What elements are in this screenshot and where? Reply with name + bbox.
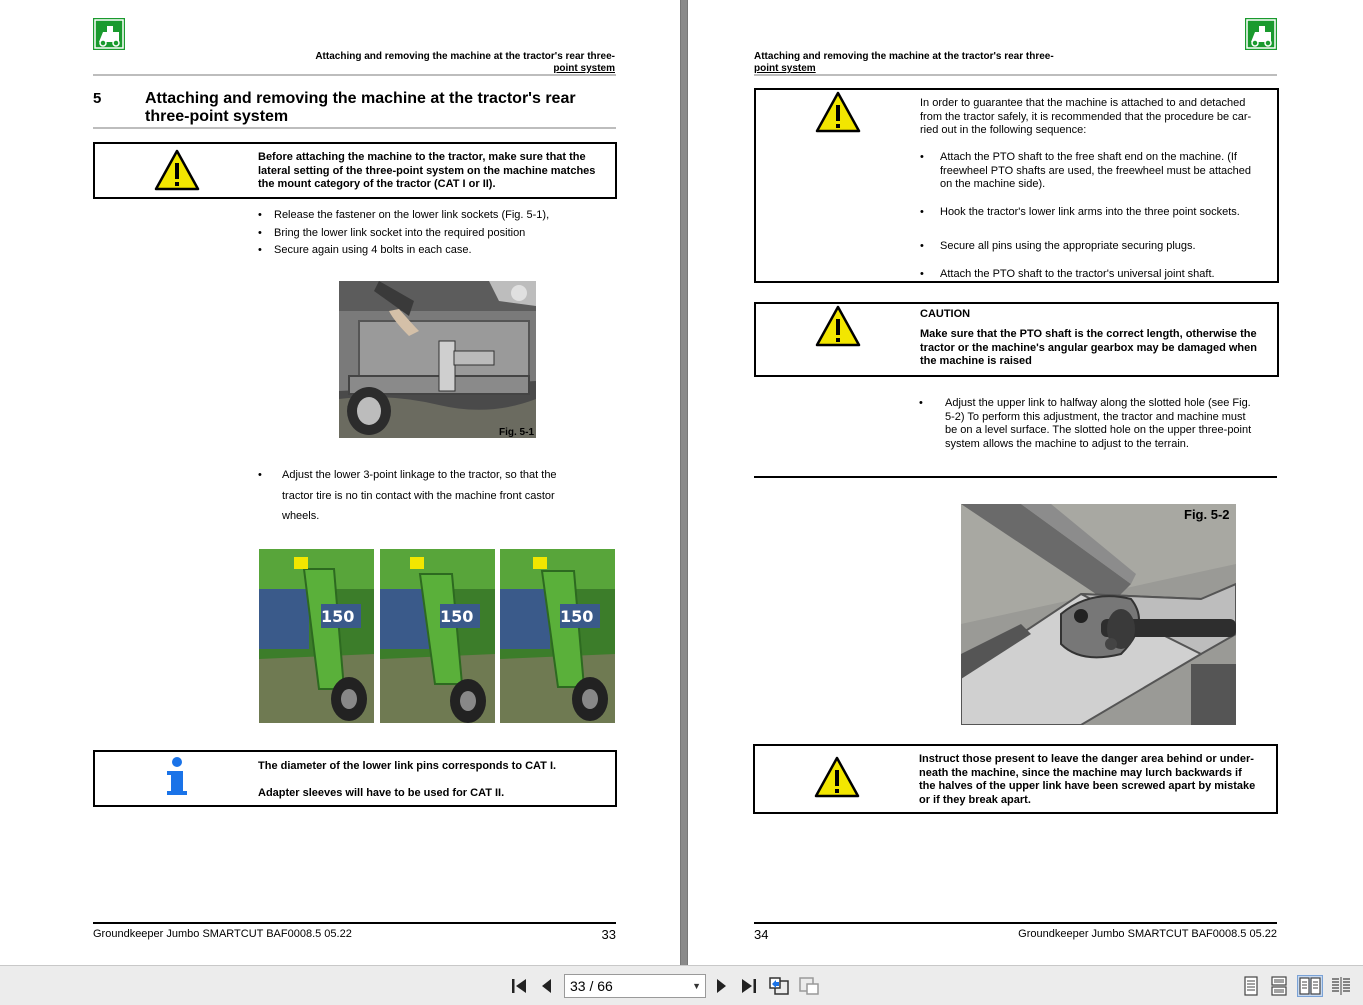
list-item: • Attach the PTO shaft to the tractor's universal joint shaft.	[920, 268, 1275, 282]
text-line: system allows the machine to adjust to the terrain.	[945, 437, 1189, 450]
info-text-1: The diameter of the lower link pins corresponds to CAT I.	[258, 760, 557, 772]
step-list	[258, 207, 618, 260]
warning-text	[258, 151, 618, 192]
procedure-box	[754, 88, 1279, 283]
two-page-view-icon[interactable]	[1297, 975, 1323, 997]
back-view-icon[interactable]	[768, 975, 790, 997]
text-line: tractor or the machine's angular gearbox may be damaged when	[920, 341, 1257, 354]
text-line: the mount category of the tractor (CAT I or II).	[258, 178, 496, 191]
figure-label: Fig. 5-2	[1184, 507, 1230, 522]
caution-title: CAUTION	[920, 308, 971, 320]
text-line: wheels.	[282, 510, 320, 522]
footer-rule	[754, 922, 1277, 924]
text-line: the machine is raised	[920, 355, 1032, 368]
warning-icon	[815, 305, 861, 352]
forward-view-icon[interactable]	[798, 975, 820, 997]
continuous-view-icon[interactable]	[1268, 975, 1290, 997]
machine-photo-3	[500, 549, 615, 723]
photo-badge-text: 150	[440, 607, 474, 626]
running-head	[300, 51, 615, 75]
page-indicator-text: 33 / 66	[570, 978, 613, 994]
warning-icon	[815, 91, 861, 138]
text-line: tractor tire is no tin contact with the machine front castor	[282, 489, 555, 502]
photo-badge-text: 150	[321, 607, 355, 626]
info-text-2: Adapter sleeves will have to be used for CAT II.	[258, 787, 505, 799]
list-item	[258, 465, 618, 527]
figure-5-1-photo	[339, 281, 536, 438]
footer-title: Groundkeeper Jumbo SMARTCUT BAF0008.5 05.22	[1018, 928, 1277, 940]
page-33	[0, 0, 680, 965]
machine-photo-1	[259, 549, 374, 723]
next-page-button[interactable]	[710, 975, 732, 997]
chapter-title	[145, 90, 615, 126]
info-box	[93, 750, 617, 807]
list-item: • Secure all pins using the appropriate securing plugs.	[920, 240, 1275, 254]
running-head	[754, 51, 1094, 75]
text-line: Before attaching the machine to the tractor, make sure that the	[258, 151, 586, 163]
chapter-title-line: three-point system	[145, 108, 289, 125]
text-line: be on a level surface. The slotted hole on the upper three-point	[945, 424, 1252, 437]
page-number-input[interactable]	[564, 974, 706, 998]
figure-5-2-photo	[961, 504, 1236, 725]
text-line: freewheel PTO shafts are used, the freewheel must be attached	[940, 164, 1252, 177]
footer-rule	[93, 922, 616, 924]
text-line: on the machine side).	[940, 178, 1046, 191]
list-item: • Release the fastener on the lower link sockets (Fig. 5-1),	[258, 207, 618, 225]
danger-box	[753, 744, 1278, 814]
text-line: 5-2) To perform this adjustment, the tractor and machine must	[945, 410, 1246, 423]
viewer-toolbar	[0, 965, 1363, 1005]
list-item: • Hook the tractor's lower link arms into the three point sockets.	[920, 206, 1275, 220]
section-rule	[754, 476, 1277, 478]
text-line: or if they break apart.	[919, 793, 1031, 806]
list-item: • Bring the lower link socket into the required position	[258, 225, 618, 243]
adjust-list	[919, 397, 1279, 451]
running-head-line: Attaching and removing the machine at the tractor's rear three-	[315, 51, 615, 62]
text-line: the halves of the upper link have been screwed apart by mistake	[919, 780, 1256, 793]
text-line: • Adjust the lower 3-point linkage to the tractor, so that the	[282, 469, 557, 481]
warning-icon	[154, 149, 200, 196]
brand-logo-icon	[1245, 18, 1277, 50]
text-line: • Adjust the upper link to halfway along the slotted hole (see Fig.	[945, 397, 1251, 409]
page-34	[688, 0, 1363, 965]
chevron-down-icon[interactable]: ▼	[692, 981, 701, 991]
warning-box	[93, 142, 617, 199]
page-number: 34	[754, 927, 769, 942]
warning-icon	[814, 756, 860, 803]
procedure-intro	[920, 97, 1275, 138]
procedure-list	[920, 151, 1275, 282]
list-item: • Secure again using 4 bolts in each case.	[258, 242, 618, 260]
previous-page-button[interactable]	[536, 975, 558, 997]
running-head-line: point system	[754, 63, 816, 74]
text-line: from the tractor safely, it is recommended that the procedure be car-	[920, 110, 1252, 123]
chapter-number: 5	[93, 90, 102, 107]
header-rule	[754, 74, 1277, 76]
header-rule	[93, 74, 616, 76]
running-head-line: Attaching and removing the machine at the tractor's rear three-	[754, 51, 1054, 62]
text-line: In order to guarantee that the machine is attached to and detached	[920, 97, 1246, 109]
page-number: 33	[601, 927, 616, 942]
text-line: neath the machine, since the machine may lurch backwards if	[919, 766, 1242, 779]
caution-text	[920, 328, 1278, 369]
machine-photo-2	[380, 549, 495, 723]
photo-badge-text: 150	[560, 607, 594, 626]
danger-text	[919, 753, 1277, 807]
text-line: ried out in the following sequence:	[920, 124, 1087, 137]
two-page-continuous-view-icon[interactable]	[1330, 975, 1352, 997]
caution-box	[754, 302, 1279, 377]
running-head-line: point system	[553, 63, 615, 74]
adjust-list	[258, 465, 618, 527]
title-rule	[93, 127, 616, 129]
last-page-button[interactable]	[738, 975, 760, 997]
page-gutter	[680, 0, 688, 965]
list-item	[920, 151, 1275, 192]
text-line: • Attach the PTO shaft to the free shaft end on the machine. (If	[940, 151, 1237, 163]
single-page-view-icon[interactable]	[1240, 975, 1262, 997]
footer-title: Groundkeeper Jumbo SMARTCUT BAF0008.5 05.22	[93, 928, 352, 940]
info-icon	[165, 757, 189, 802]
list-item	[919, 397, 1279, 451]
brand-logo-icon	[93, 18, 125, 50]
chapter-title-line: Attaching and removing the machine at the tractor's rear	[145, 90, 576, 107]
figure-label: Fig. 5-1	[499, 427, 535, 438]
first-page-button[interactable]	[508, 975, 530, 997]
text-line: Make sure that the PTO shaft is the correct length, otherwise the	[920, 328, 1257, 340]
text-line: Instruct those present to leave the danger area behind or under-	[919, 753, 1254, 765]
text-line: lateral setting of the three-point system on the machine matches	[258, 164, 596, 177]
